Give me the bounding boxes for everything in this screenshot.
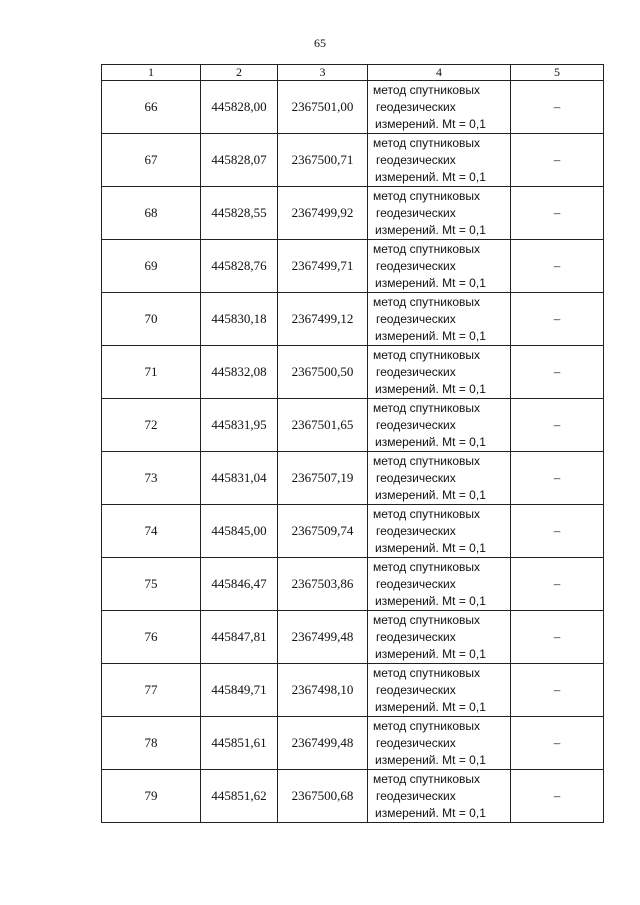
point-number-cell: 79 [102,770,201,823]
method-line: метод спутниковых [373,559,481,574]
table-row [102,187,604,240]
note-cell: – [511,770,604,823]
y-coordinate-cell: 2367500,50 [278,346,368,399]
method-line: метод спутниковых [373,453,481,468]
method-line: метод спутниковых [373,347,481,362]
header-col-4: 4 [368,65,511,81]
y-coordinate-cell: 2367498,10 [278,664,368,717]
y-coordinate-cell: 2367499,48 [278,717,368,770]
header-row [102,65,604,81]
method-line: измерений. Mt = 0,1 [375,434,486,449]
x-coordinate-cell: 445831,04 [201,452,278,505]
method-cell [368,399,511,452]
y-coordinate-cell: 2367503,86 [278,558,368,611]
note-cell: – [511,346,604,399]
header-col-5: 5 [511,65,604,81]
point-number-cell: 68 [102,187,201,240]
method-cell [368,81,511,134]
y-coordinate-cell: 2367501,65 [278,399,368,452]
x-coordinate-cell: 445832,08 [201,346,278,399]
y-coordinate-cell: 2367501,00 [278,81,368,134]
table-row [102,664,604,717]
x-coordinate-cell: 445830,18 [201,293,278,346]
method-line: геодезических [376,735,456,750]
method-line: метод спутниковых [373,82,481,97]
x-coordinate-cell: 445849,71 [201,664,278,717]
method-line: геодезических [376,682,456,697]
note-cell: – [511,717,604,770]
table-row [102,611,604,664]
x-coordinate-cell: 445828,76 [201,240,278,293]
method-line: метод спутниковых [373,135,481,150]
point-number-cell: 76 [102,611,201,664]
method-line: измерений. Mt = 0,1 [375,540,486,555]
method-line: метод спутниковых [373,188,481,203]
method-cell [368,240,511,293]
point-number-cell: 67 [102,134,201,187]
method-line: геодезических [376,629,456,644]
method-line: геодезических [376,523,456,538]
point-number-cell: 73 [102,452,201,505]
page-number: 65 [314,36,326,50]
method-line: метод спутниковых [373,771,481,786]
method-line: измерений. Mt = 0,1 [375,116,486,131]
method-line: геодезических [376,99,456,114]
point-number-cell: 66 [102,81,201,134]
table-header [102,65,604,81]
method-line: геодезических [376,152,456,167]
method-cell [368,346,511,399]
method-line: геодезических [376,364,456,379]
x-coordinate-cell: 445847,81 [201,611,278,664]
x-coordinate-cell: 445846,47 [201,558,278,611]
note-cell: – [511,664,604,717]
method-line: измерений. Mt = 0,1 [375,381,486,396]
method-line: измерений. Mt = 0,1 [375,222,486,237]
method-line: измерений. Mt = 0,1 [375,805,486,820]
y-coordinate-cell: 2367499,48 [278,611,368,664]
method-cell [368,664,511,717]
header-col-3: 3 [278,65,368,81]
header-col-1: 1 [102,65,201,81]
note-cell: – [511,505,604,558]
method-cell [368,717,511,770]
method-line: геодезических [376,311,456,326]
x-coordinate-cell: 445828,00 [201,81,278,134]
method-line: метод спутниковых [373,400,481,415]
method-cell [368,293,511,346]
method-line: метод спутниковых [373,241,481,256]
method-cell [368,611,511,664]
note-cell: – [511,134,604,187]
note-cell: – [511,611,604,664]
method-cell [368,452,511,505]
method-line: измерений. Mt = 0,1 [375,169,486,184]
method-line: геодезических [376,470,456,485]
x-coordinate-cell: 445828,55 [201,187,278,240]
y-coordinate-cell: 2367499,71 [278,240,368,293]
method-line: измерений. Mt = 0,1 [375,487,486,502]
point-number-cell: 72 [102,399,201,452]
point-number-cell: 77 [102,664,201,717]
point-number-cell: 69 [102,240,201,293]
method-line: геодезических [376,576,456,591]
method-line: измерений. Mt = 0,1 [375,593,486,608]
method-line: измерений. Mt = 0,1 [375,328,486,343]
method-line: измерений. Mt = 0,1 [375,752,486,767]
method-cell [368,187,511,240]
method-line: метод спутниковых [373,294,481,309]
x-coordinate-cell: 445845,00 [201,505,278,558]
point-number-cell: 70 [102,293,201,346]
method-line: геодезических [376,258,456,273]
x-coordinate-cell: 445851,61 [201,717,278,770]
method-cell [368,558,511,611]
coordinates-table [101,64,604,823]
method-line: геодезических [376,417,456,432]
method-cell [368,134,511,187]
table-row [102,717,604,770]
method-line: геодезических [376,788,456,803]
y-coordinate-cell: 2367509,74 [278,505,368,558]
method-line: геодезических [376,205,456,220]
note-cell: – [511,81,604,134]
point-number-cell: 74 [102,505,201,558]
table-row [102,505,604,558]
note-cell: – [511,399,604,452]
method-line: измерений. Mt = 0,1 [375,275,486,290]
x-coordinate-cell: 445851,62 [201,770,278,823]
method-cell [368,505,511,558]
note-cell: – [511,452,604,505]
method-line: измерений. Mt = 0,1 [375,646,486,661]
note-cell: – [511,187,604,240]
table-row [102,346,604,399]
method-line: метод спутниковых [373,612,481,627]
point-number-cell: 78 [102,717,201,770]
table-row [102,558,604,611]
note-cell: – [511,558,604,611]
header-col-2: 2 [201,65,278,81]
x-coordinate-cell: 445828,07 [201,134,278,187]
y-coordinate-cell: 2367499,12 [278,293,368,346]
y-coordinate-cell: 2367500,71 [278,134,368,187]
table-row [102,452,604,505]
table-row [102,399,604,452]
table-row [102,134,604,187]
point-number-cell: 75 [102,558,201,611]
table-row [102,770,604,823]
y-coordinate-cell: 2367500,68 [278,770,368,823]
table-body [102,81,604,823]
note-cell: – [511,293,604,346]
table-row [102,81,604,134]
x-coordinate-cell: 445831,95 [201,399,278,452]
method-line: метод спутниковых [373,506,481,521]
note-cell: – [511,240,604,293]
table-row [102,293,604,346]
method-line: метод спутниковых [373,718,481,733]
method-line: метод спутниковых [373,665,481,680]
table-row [102,240,604,293]
point-number-cell: 71 [102,346,201,399]
method-line: измерений. Mt = 0,1 [375,699,486,714]
y-coordinate-cell: 2367507,19 [278,452,368,505]
y-coordinate-cell: 2367499,92 [278,187,368,240]
method-cell [368,770,511,823]
